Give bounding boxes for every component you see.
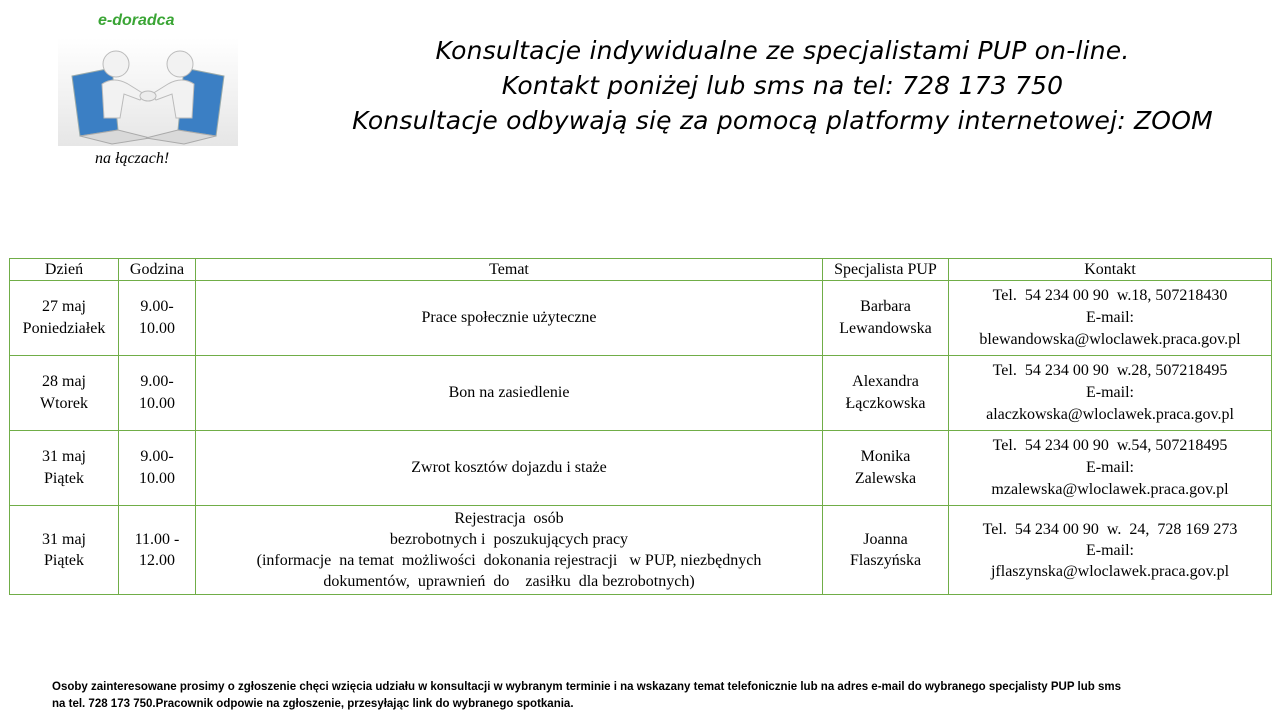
contact-cell-line: Tel. 54 234 00 90 w. 24, 728 169 273	[982, 520, 1238, 538]
contact-cell	[949, 356, 1272, 431]
time-cell-line: 10.00	[139, 395, 175, 412]
handshake-laptops-icon	[58, 38, 238, 146]
time-cell	[119, 356, 196, 431]
day-cell-line: 27 maj	[42, 298, 86, 315]
logo-title: e-doradca	[98, 12, 175, 29]
topic-cell	[196, 356, 823, 431]
header-specialist: Specjalista PUP	[823, 259, 949, 281]
day-cell	[10, 506, 119, 595]
contact-cell-line: E-mail:	[1086, 384, 1134, 401]
page-header	[290, 33, 1275, 138]
contact-cell-line: mzalewska@wloclawek.praca.gov.pl	[991, 481, 1229, 498]
topic-cell-line: Prace społecznie użyteczne	[421, 309, 597, 326]
topic-cell-line: Rejestracja osób	[454, 510, 564, 527]
footer-note	[52, 679, 1262, 713]
header-day: Dzień	[10, 259, 119, 281]
topic-cell	[196, 431, 823, 506]
time-cell-line: 9.00-	[140, 298, 174, 315]
time-cell	[119, 281, 196, 356]
contact-cell-line: E-mail:	[1086, 309, 1134, 326]
table-row	[10, 356, 1272, 431]
specialist-cell-line: Zalewska	[854, 470, 917, 487]
topic-cell-line: bezrobotnych i poszukujących pracy	[389, 531, 629, 548]
time-cell-line: 11.00 -	[134, 531, 180, 548]
topic-cell-line: dokumentów, uprawnień do zasiłku dla bezrobotnych)	[323, 573, 695, 590]
contact-cell-line: Tel. 54 234 00 90 w.18, 507218430	[992, 287, 1228, 304]
time-cell-line: 9.00-	[140, 448, 174, 465]
contact-cell	[949, 431, 1272, 506]
time-cell-line: 10.00	[139, 320, 175, 337]
time-cell-line: 9.00-	[140, 373, 174, 390]
contact-cell-line: Tel. 54 234 00 90 w.54, 507218495	[992, 437, 1228, 454]
time-cell-line: 12.00	[139, 552, 175, 569]
specialist-cell	[823, 356, 949, 431]
day-cell	[10, 356, 119, 431]
day-cell-line: Poniedziałek	[22, 320, 106, 337]
table-row	[10, 281, 1272, 356]
specialist-cell-line: Monika	[860, 448, 911, 465]
specialist-cell-line: Flaszyńska	[849, 552, 922, 569]
day-cell-line: 31 maj	[42, 531, 86, 548]
contact-cell	[949, 506, 1272, 595]
contact-cell-line: E-mail:	[1086, 459, 1134, 476]
table-row	[10, 506, 1272, 595]
table-header-row	[10, 259, 1272, 281]
specialist-cell	[823, 431, 949, 506]
contact-cell-line: jflaszynska@wloclawek.praca.gov.pl	[990, 562, 1230, 580]
logo-caption: na łączach!	[95, 150, 170, 167]
contact-cell-line: alaczkowska@wloclawek.praca.gov.pl	[986, 406, 1234, 423]
day-cell-line: Piątek	[44, 470, 84, 487]
header-time: Godzina	[119, 259, 196, 281]
table-row	[10, 431, 1272, 506]
day-cell-line: 31 maj	[42, 448, 86, 465]
header-topic: Temat	[196, 259, 823, 281]
topic-cell-line: Bon na zasiedlenie	[448, 384, 570, 401]
time-cell-line: 10.00	[139, 470, 175, 487]
day-cell-line: Wtorek	[40, 395, 88, 412]
specialist-cell-line: Alexandra	[852, 373, 919, 390]
day-cell	[10, 431, 119, 506]
specialist-cell	[823, 506, 949, 595]
header-line-3: Konsultacje odbywają się za pomocą platformy internetowej: ZOOM	[352, 106, 1213, 135]
specialist-cell-line: Barbara	[860, 298, 911, 315]
day-cell-line: 28 maj	[42, 373, 86, 390]
topic-cell-line: (informacje na temat możliwości dokonania rejestracji w PUP, niezbędnych	[256, 552, 762, 569]
contact-cell	[949, 281, 1272, 356]
header-line-2: Kontakt poniżej lub sms na tel: 728 173 750	[501, 71, 1064, 100]
specialist-cell-line: Joanna	[863, 531, 908, 548]
specialist-cell	[823, 281, 949, 356]
topic-cell-line: Zwrot kosztów dojazdu i staże	[411, 459, 607, 476]
specialist-cell-line: Lewandowska	[839, 320, 932, 337]
specialist-cell-line: Łączkowska	[845, 395, 926, 412]
contact-cell-line: E-mail:	[1086, 541, 1134, 559]
header-contact: Kontakt	[949, 259, 1272, 281]
footer-line-2: na tel. 728 173 750.Pracownik odpowie na zgłoszenie, przesyłając link do wybranego spotkania.	[52, 698, 574, 710]
day-cell-line: Piątek	[44, 552, 84, 569]
consultation-table	[9, 258, 1272, 595]
contact-cell-line: Tel. 54 234 00 90 w.28, 507218495	[992, 362, 1228, 379]
time-cell	[119, 506, 196, 595]
topic-cell	[196, 281, 823, 356]
footer-line-1: Osoby zainteresowane prosimy o zgłoszenie chęci wzięcia udziału w konsultacji w wybranym terminie i na wskazany temat telefonicznie lub na adres e-mail do wybranego specjalisty PUP lub sms	[52, 681, 1121, 693]
time-cell	[119, 431, 196, 506]
header-line-1: Konsultacje indywidualne ze specjalistami PUP on-line.	[435, 36, 1130, 65]
day-cell	[10, 281, 119, 356]
contact-cell-line: blewandowska@wloclawek.praca.gov.pl	[979, 331, 1241, 348]
topic-cell	[196, 506, 823, 595]
